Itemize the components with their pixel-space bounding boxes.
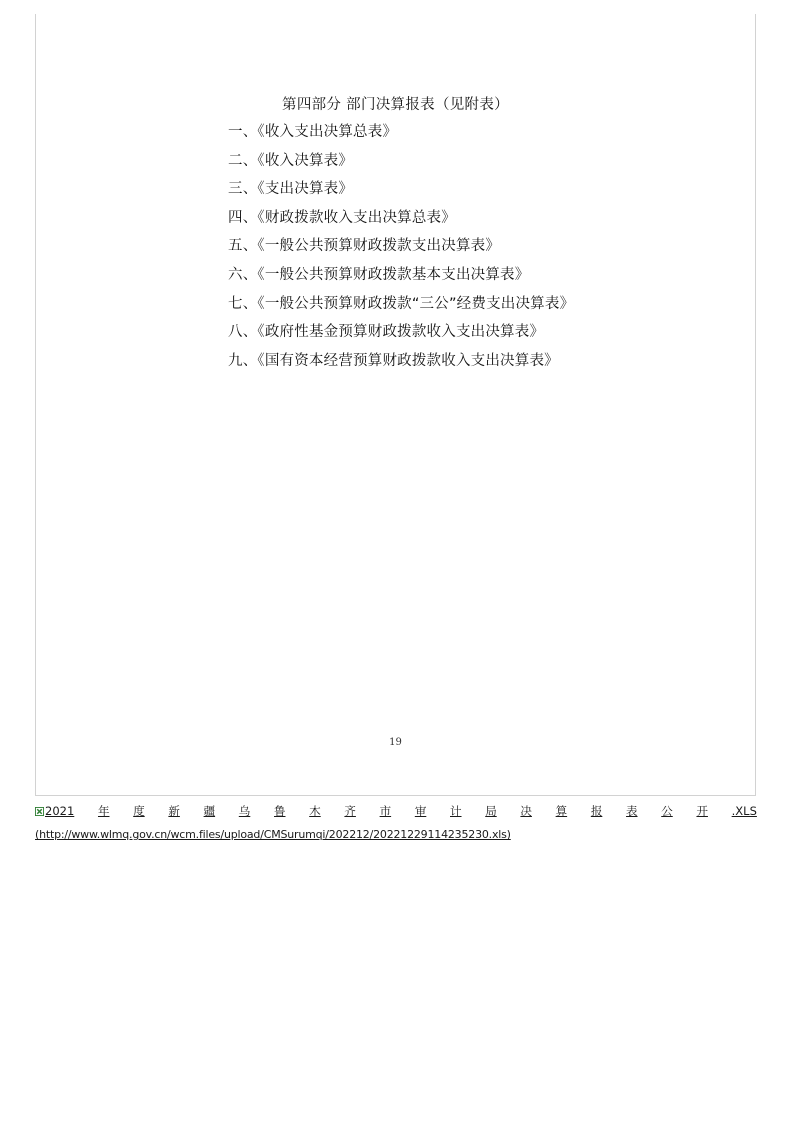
attachment-word: 齐 xyxy=(344,804,356,818)
toc-item: 六、《一般公共预算财政拨款基本支出决算表》 xyxy=(228,266,530,283)
attachment-word: 新 xyxy=(168,804,180,818)
toc-item: 一、《收入支出决算总表》 xyxy=(228,124,398,140)
attachment-word: 开 xyxy=(696,804,708,818)
toc-item: 二、《收入决算表》 xyxy=(228,152,354,169)
attachment-word: 局 xyxy=(485,804,497,818)
attachment-word: 乌 xyxy=(238,804,251,818)
attachment-word: 度 xyxy=(133,804,145,818)
attachment-word: 算 xyxy=(555,804,568,818)
section-title: 第四部分 部门决算报表（见附表） xyxy=(282,97,509,113)
toc-item: 七、《一般公共预算财政拨款“三公”经费支出决算表》 xyxy=(228,295,575,312)
toc-item: 五、《一般公共预算财政拨款支出决算表》 xyxy=(228,238,501,255)
toc-list xyxy=(228,122,574,379)
toc-item: 九、《国有资本经营预算财政拨款收入支出决算表》 xyxy=(228,352,559,369)
attachment-word: 决 xyxy=(520,804,532,818)
attachment-word: 疆 xyxy=(203,804,216,818)
toc-item: 三、《支出决算表》 xyxy=(228,181,354,198)
excel-file-icon xyxy=(35,807,44,816)
attachment-word: 计 xyxy=(450,804,462,818)
attachment-link[interactable] xyxy=(35,803,757,843)
attachment-title-line[interactable] xyxy=(35,803,757,819)
attachment-url[interactable]: (http://www.wlmq.gov.cn/wcm.files/upload/CMSurumqi/202212/20221229114235230.xls) xyxy=(35,828,511,841)
attachment-word: 审 xyxy=(414,804,427,818)
attachment-word: 公 xyxy=(661,804,673,818)
toc-item: 八、《政府性基金预算财政拨款收入支出决算表》 xyxy=(228,324,545,341)
toc-item: 四、《财政拨款收入支出决算总表》 xyxy=(228,209,456,226)
attachment-word: 市 xyxy=(379,804,392,818)
attachment-word: 鲁 xyxy=(274,804,286,818)
attachment-word: 表 xyxy=(626,804,638,818)
attachment-first-word xyxy=(35,803,74,819)
attachment-word: .XLS xyxy=(731,804,757,818)
page-number: 19 xyxy=(389,737,402,748)
attachment-word: 年 xyxy=(97,804,110,818)
attachment-word: 木 xyxy=(309,804,321,818)
attachment-word: 报 xyxy=(590,804,603,818)
attachment-word: 2021 xyxy=(45,804,75,818)
